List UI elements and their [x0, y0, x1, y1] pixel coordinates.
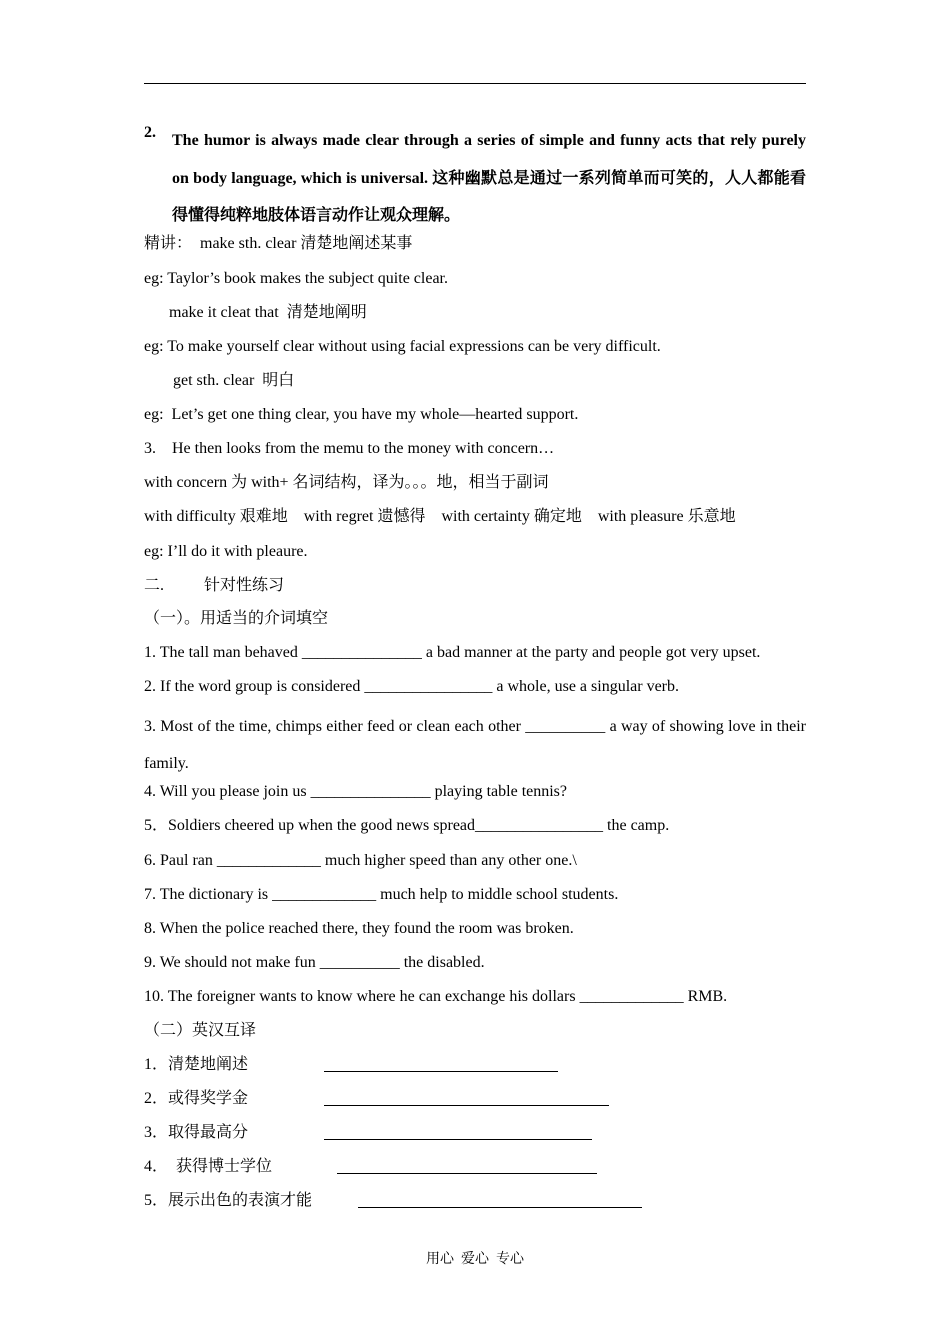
item-number: 2.	[144, 124, 156, 141]
section-heading: 二. 针对性练习	[144, 577, 285, 594]
note-line-8: with concern 为 with+ 名词结构，译为。。。地，相当于副词	[144, 474, 549, 491]
answer-blank-4	[337, 1173, 597, 1174]
exercise-6: 6. Paul ran _____________ much higher speed than any other one.\	[144, 852, 577, 869]
note-line-10: eg: I’ll do it with pleaure.	[144, 543, 308, 560]
note-line-4: eg: To make yourself clear without using facial expressions can be very difficult.	[144, 338, 661, 355]
note-line-7: 3. He then looks from the memu to the money with concern…	[144, 440, 555, 457]
page-footer: 用心 爱心 专心	[426, 1252, 524, 1267]
exercise-3: 3. Most of the time, chimps either feed or clean each other __________ a way of showing love in their family.	[144, 718, 806, 772]
translation-item-1: 1．清楚地阐述	[144, 1056, 249, 1073]
exercise-9: 9. We should not make fun __________ the disabled.	[144, 954, 485, 971]
answer-blank-5	[358, 1207, 642, 1208]
exercise-10: 10. The foreigner wants to know where he can exchange his dollars _____________ RMB.	[144, 988, 728, 1005]
exercise-4: 4. Will you please join us _______________ playing table tennis?	[144, 783, 568, 800]
exercise-7: 7. The dictionary is _____________ much help to middle school students.	[144, 886, 619, 903]
note-line-3: make it cleat that 清楚地阐明	[169, 304, 367, 321]
exercise-1: 1. The tall man behaved _______________ a bad manner at the party and people got very upset.	[144, 644, 761, 661]
key-sentence-text: The humor is always made clear through a series of simple and funny acts that rely purely on body language, which is universal. 这种幽默总是通过一系列简单而可笑的，人人都能看得懂得纯粹地肢体语言动作让观众理解。	[172, 132, 806, 224]
answer-blank-3	[324, 1139, 592, 1140]
answer-blank-1	[324, 1071, 558, 1072]
answer-blank-2	[324, 1105, 609, 1106]
exercise-8: 8. When the police reached there, they found the room was broken.	[144, 920, 574, 937]
key-sentence-2	[144, 122, 806, 235]
translation-item-2: 2．或得奖学金	[144, 1090, 249, 1107]
exercise-2: 2. If the word group is considered ________________ a whole, use a singular verb.	[144, 678, 679, 695]
exercise-5: 5．Soldiers cheered up when the good news spread________________ the camp.	[144, 817, 670, 834]
note-line-6: eg: Let’s get one thing clear, you have my whole—hearted support.	[144, 406, 579, 423]
header-rule	[144, 83, 806, 84]
part-heading-2: （二）英汉互译	[144, 1022, 257, 1039]
note-line-5: get sth. clear 明白	[173, 372, 295, 389]
note-line-2: eg: Taylor’s book makes the subject quite clear.	[144, 270, 448, 287]
note-line-9: with difficulty 艰难地 with regret 遗憾得 with certainty 确定地 with pleasure 乐意地	[144, 508, 736, 525]
translation-item-3: 3．取得最高分	[144, 1124, 249, 1141]
translation-item-5: 5．展示出色的表演才能	[144, 1192, 313, 1209]
note-line-1: 精讲： make sth. clear 清楚地阐述某事	[144, 235, 413, 252]
translation-item-4: 4． 获得博士学位	[144, 1158, 273, 1175]
part-heading-1: （一）。用适当的介词填空	[144, 610, 329, 627]
